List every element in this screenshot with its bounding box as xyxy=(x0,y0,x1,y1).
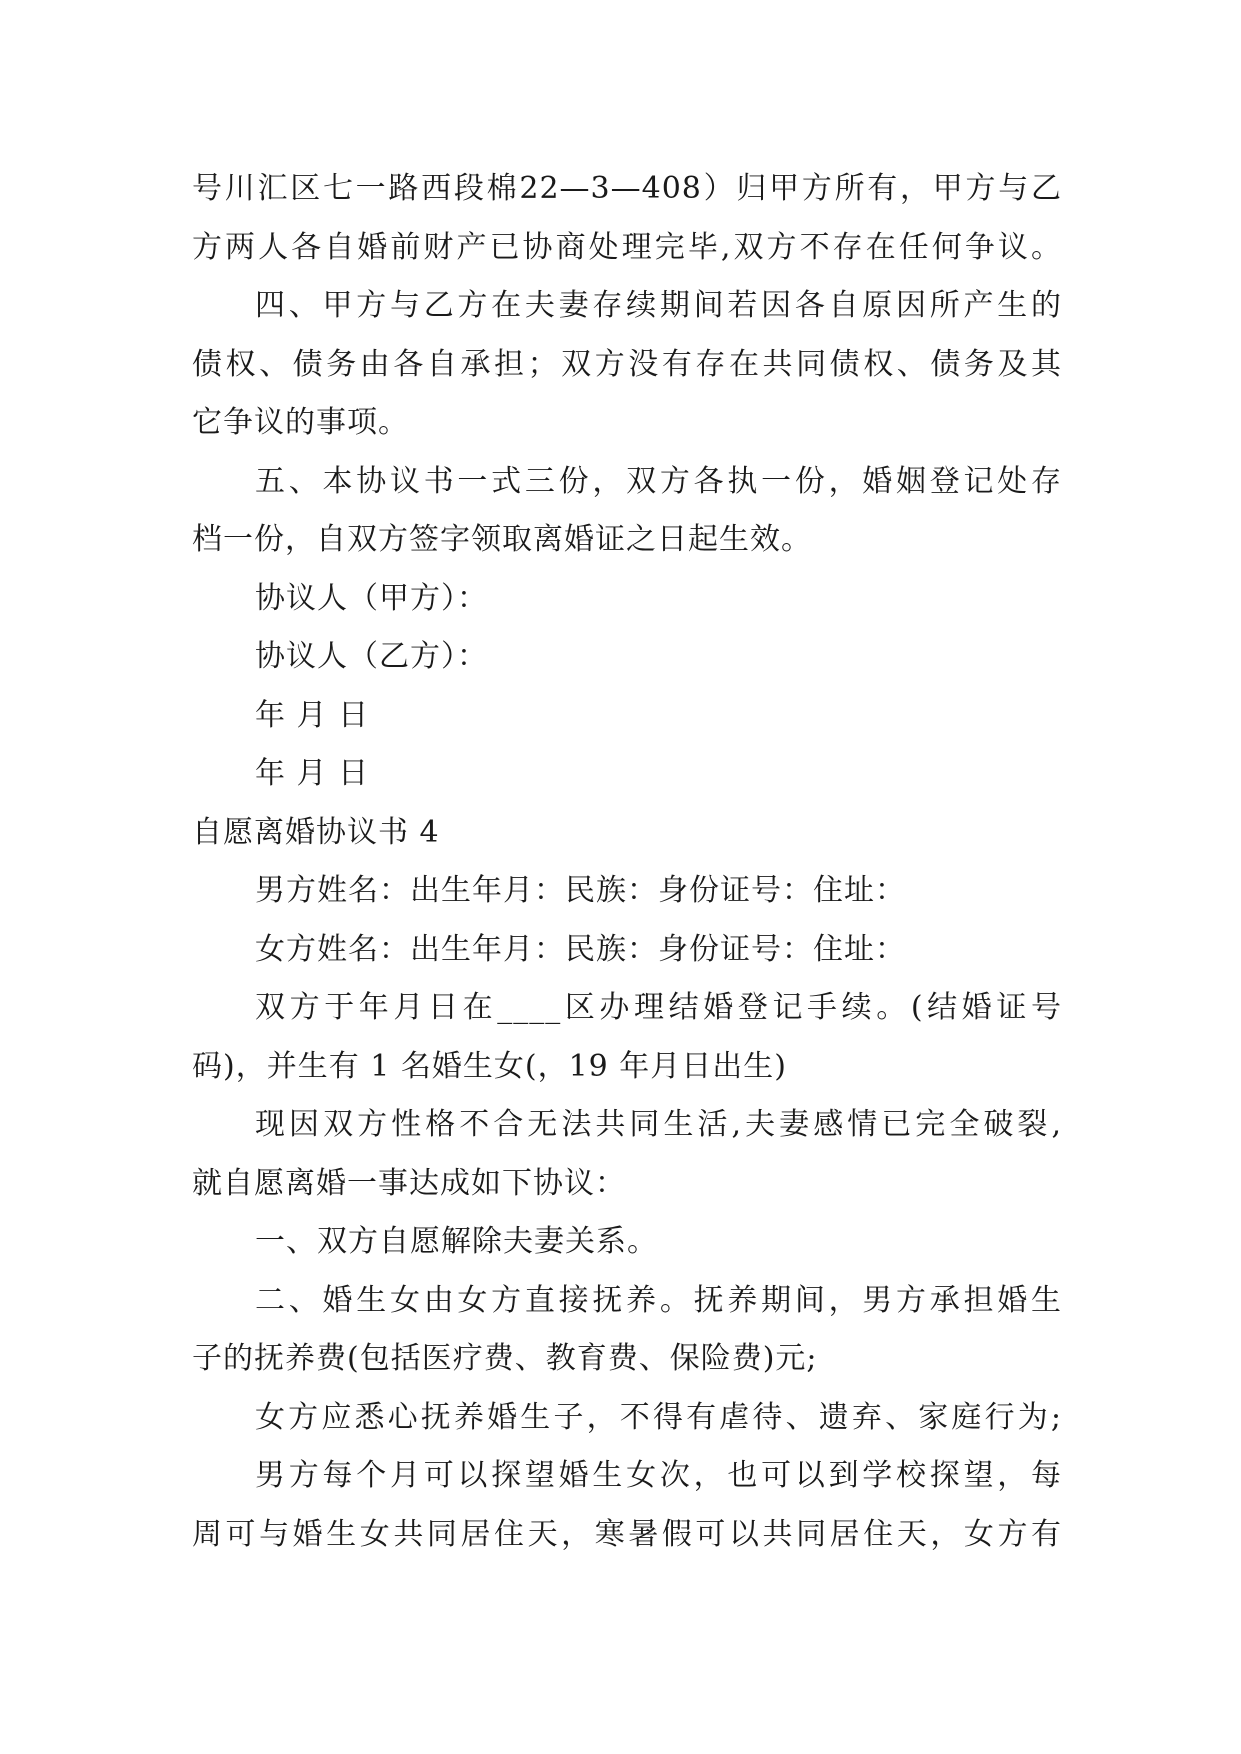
text-line: 码)，并生有 1 名婚生女(，19 年月日出生) xyxy=(192,1048,787,1084)
text-line: 一、双方自愿解除夫妻关系。 xyxy=(255,1224,658,1259)
text-line: 周可与婚生女共同居住天，寒暑假可以共同居住天，女方有 xyxy=(192,1516,1062,1552)
text-line: 女方姓名：出生年月：民族：身份证号：住址： xyxy=(255,931,906,967)
text-line: 债权、债务由各自承担；双方没有存在共同债权、债务及其 xyxy=(192,346,1062,382)
text-line: 五、本协议书一式三份，双方各执一份，婚姻登记处存 xyxy=(255,463,1062,499)
signature-line-party-b: 协议人（乙方）： xyxy=(255,639,488,674)
text-line: 就自愿离婚一事达成如下协议： xyxy=(192,1165,626,1201)
text-line: 四、甲方与乙方在夫妻存续期间若因各自原因所产生的 xyxy=(255,288,1062,323)
text-line: 二、婚生女由女方直接抚养。抚养期间，男方承担婚生 xyxy=(255,1282,1062,1318)
section-title: 自愿离婚协议书 4 xyxy=(192,814,440,850)
date-line: 年 月 日 xyxy=(255,697,370,733)
document-body xyxy=(192,160,1062,1564)
text-line: 现因双方性格不合无法共同生活,夫妻感情已完全破裂, xyxy=(255,1107,1062,1142)
text-line: 女方应悉心抚养婚生子，不得有虐待、遗弃、家庭行为; xyxy=(255,1399,1062,1435)
text-line: 它争议的事项。 xyxy=(192,405,409,440)
text-line: 子的抚养费(包括医疗费、教育费、保险费)元; xyxy=(192,1341,818,1376)
text-line: 档一份，自双方签字领取离婚证之日起生效。 xyxy=(192,522,812,557)
text-line: 男方姓名：出生年月：民族：身份证号：住址： xyxy=(255,873,906,908)
text-line: 双方于年月日在____区办理结婚登记手续。(结婚证号 xyxy=(255,990,1062,1025)
text-line: 号川汇区七一路西段棉22—3—408）归甲方所有，甲方与乙 xyxy=(192,171,1062,206)
signature-line-party-a: 协议人（甲方）： xyxy=(255,580,488,616)
text-line: 方两人各自婚前财产已协商处理完毕,双方不存在任何争议。 xyxy=(192,229,1062,265)
text-line: 男方每个月可以探望婚生女次，也可以到学校探望，每 xyxy=(255,1458,1062,1493)
date-line: 年 月 日 xyxy=(255,756,370,791)
